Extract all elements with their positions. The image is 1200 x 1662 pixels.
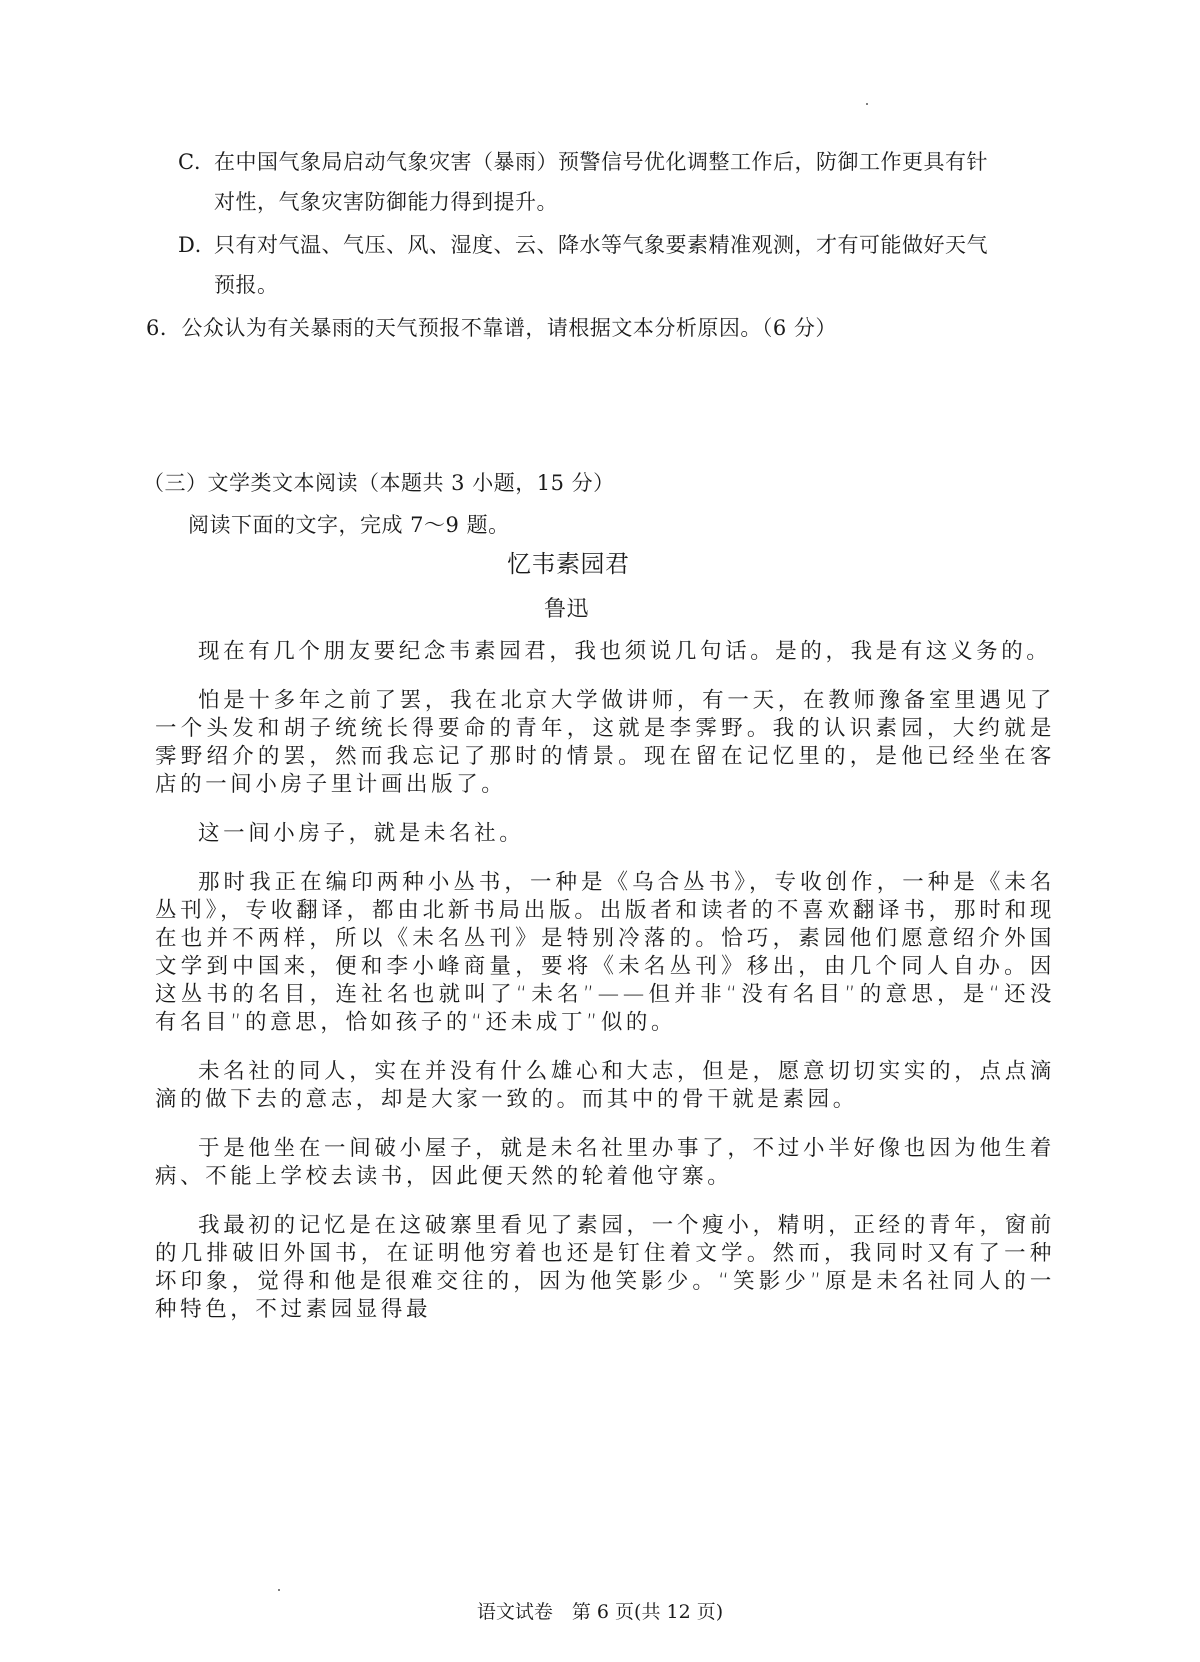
article-body (155, 638, 1055, 1324)
option-d-label: D. (178, 233, 202, 257)
article-paragraph: 这一间小房子，就是未名社。 (198, 821, 525, 846)
option-d-line2: 预报。 (214, 273, 279, 297)
option-c-text: 在中国气象局启动气象灾害（暴雨）预警信号优化调整工作后，防御工作更具有针 (214, 150, 988, 174)
article-author: 鲁迅 (544, 597, 590, 622)
article-paragraph: 那时我正在编印两种小丛书，一种是《乌合丛书》，专收创作，一种是《未名丛刊》，专收翻译，都由北新书局出版。出版者和读者的不喜欢翻译书，那时和现在也并不两样，所以《未名丛刊》是特别冷落的。恰巧，素园他们愿意绍介外国文学到中国来，便和李小峰商量，要将《未名丛刊》移出，由几个同人自办。因这丛书的名目，连社名也就叫了“未名”——但并非“没有名目”的意思，是“还没有名目”的意思，恰如孩子的“还未成丁”似的。 (155, 870, 1055, 1035)
option-c-label: C. (178, 150, 201, 174)
page-footer: 语文试卷 第 6 页(共 12 页) (476, 1601, 724, 1623)
question-6: 6．公众认为有关暴雨的天气预报不靠谱，请根据文本分析原因。（6 分） (146, 316, 837, 340)
article-paragraph: 怕是十多年之前了罢，我在北京大学做讲师，有一天，在教师豫备室里遇见了一个头发和胡子统统长得要命的青年，这就是李霁野。我的认识素园，大约就是霁野绍介的罢，然而我忘记了那时的情景。现在留在记忆里的，是他已经坐在客店的一间小房子里计画出版了。 (155, 688, 1055, 797)
article-paragraph: 未名社的同人，实在并没有什么雄心和大志，但是，愿意切切实实的，点点滴滴的做下去的意志，却是大家一致的。而其中的骨干就是素园。 (155, 1059, 1055, 1112)
option-d-text: 只有对气温、气压、风、湿度、云、降水等气象要素精准观测，才有可能做好天气 (214, 233, 988, 257)
article-paragraph: 我最初的记忆是在这破寨里看见了素园，一个瘦小，精明，正经的青年，窗前的几排破旧外国书，在证明他穷着也还是钉住着文学。然而，我同时又有了一种坏印象，觉得和他是很难交往的，因为他笑影少。“笑影少”原是未名社同人的一种特色，不过素园显得最 (155, 1213, 1055, 1322)
scan-speck (866, 103, 868, 105)
article-title: 忆韦素园君 (507, 550, 630, 578)
article-paragraph: 于是他坐在一间破小屋子，就是未名社里办事了，不过小半好像也因为他生着病、不能上学校去读书，因此便天然的轮着他守寨。 (155, 1136, 1055, 1189)
option-c-line2: 对性，气象灾害防御能力得到提升。 (214, 190, 558, 214)
scan-speck (278, 1589, 280, 1591)
section-instruction: 阅读下面的文字，完成 7～9 题。 (188, 513, 510, 537)
option-c-line1 (178, 148, 988, 176)
section-heading: （三）文学类文本阅读（本题共 3 小题，15 分） (143, 471, 615, 495)
article-paragraph: 现在有几个朋友要纪念韦素园君，我也须说几句话。是的，我是有这义务的。 (198, 639, 1052, 664)
option-d-line1 (178, 231, 988, 259)
